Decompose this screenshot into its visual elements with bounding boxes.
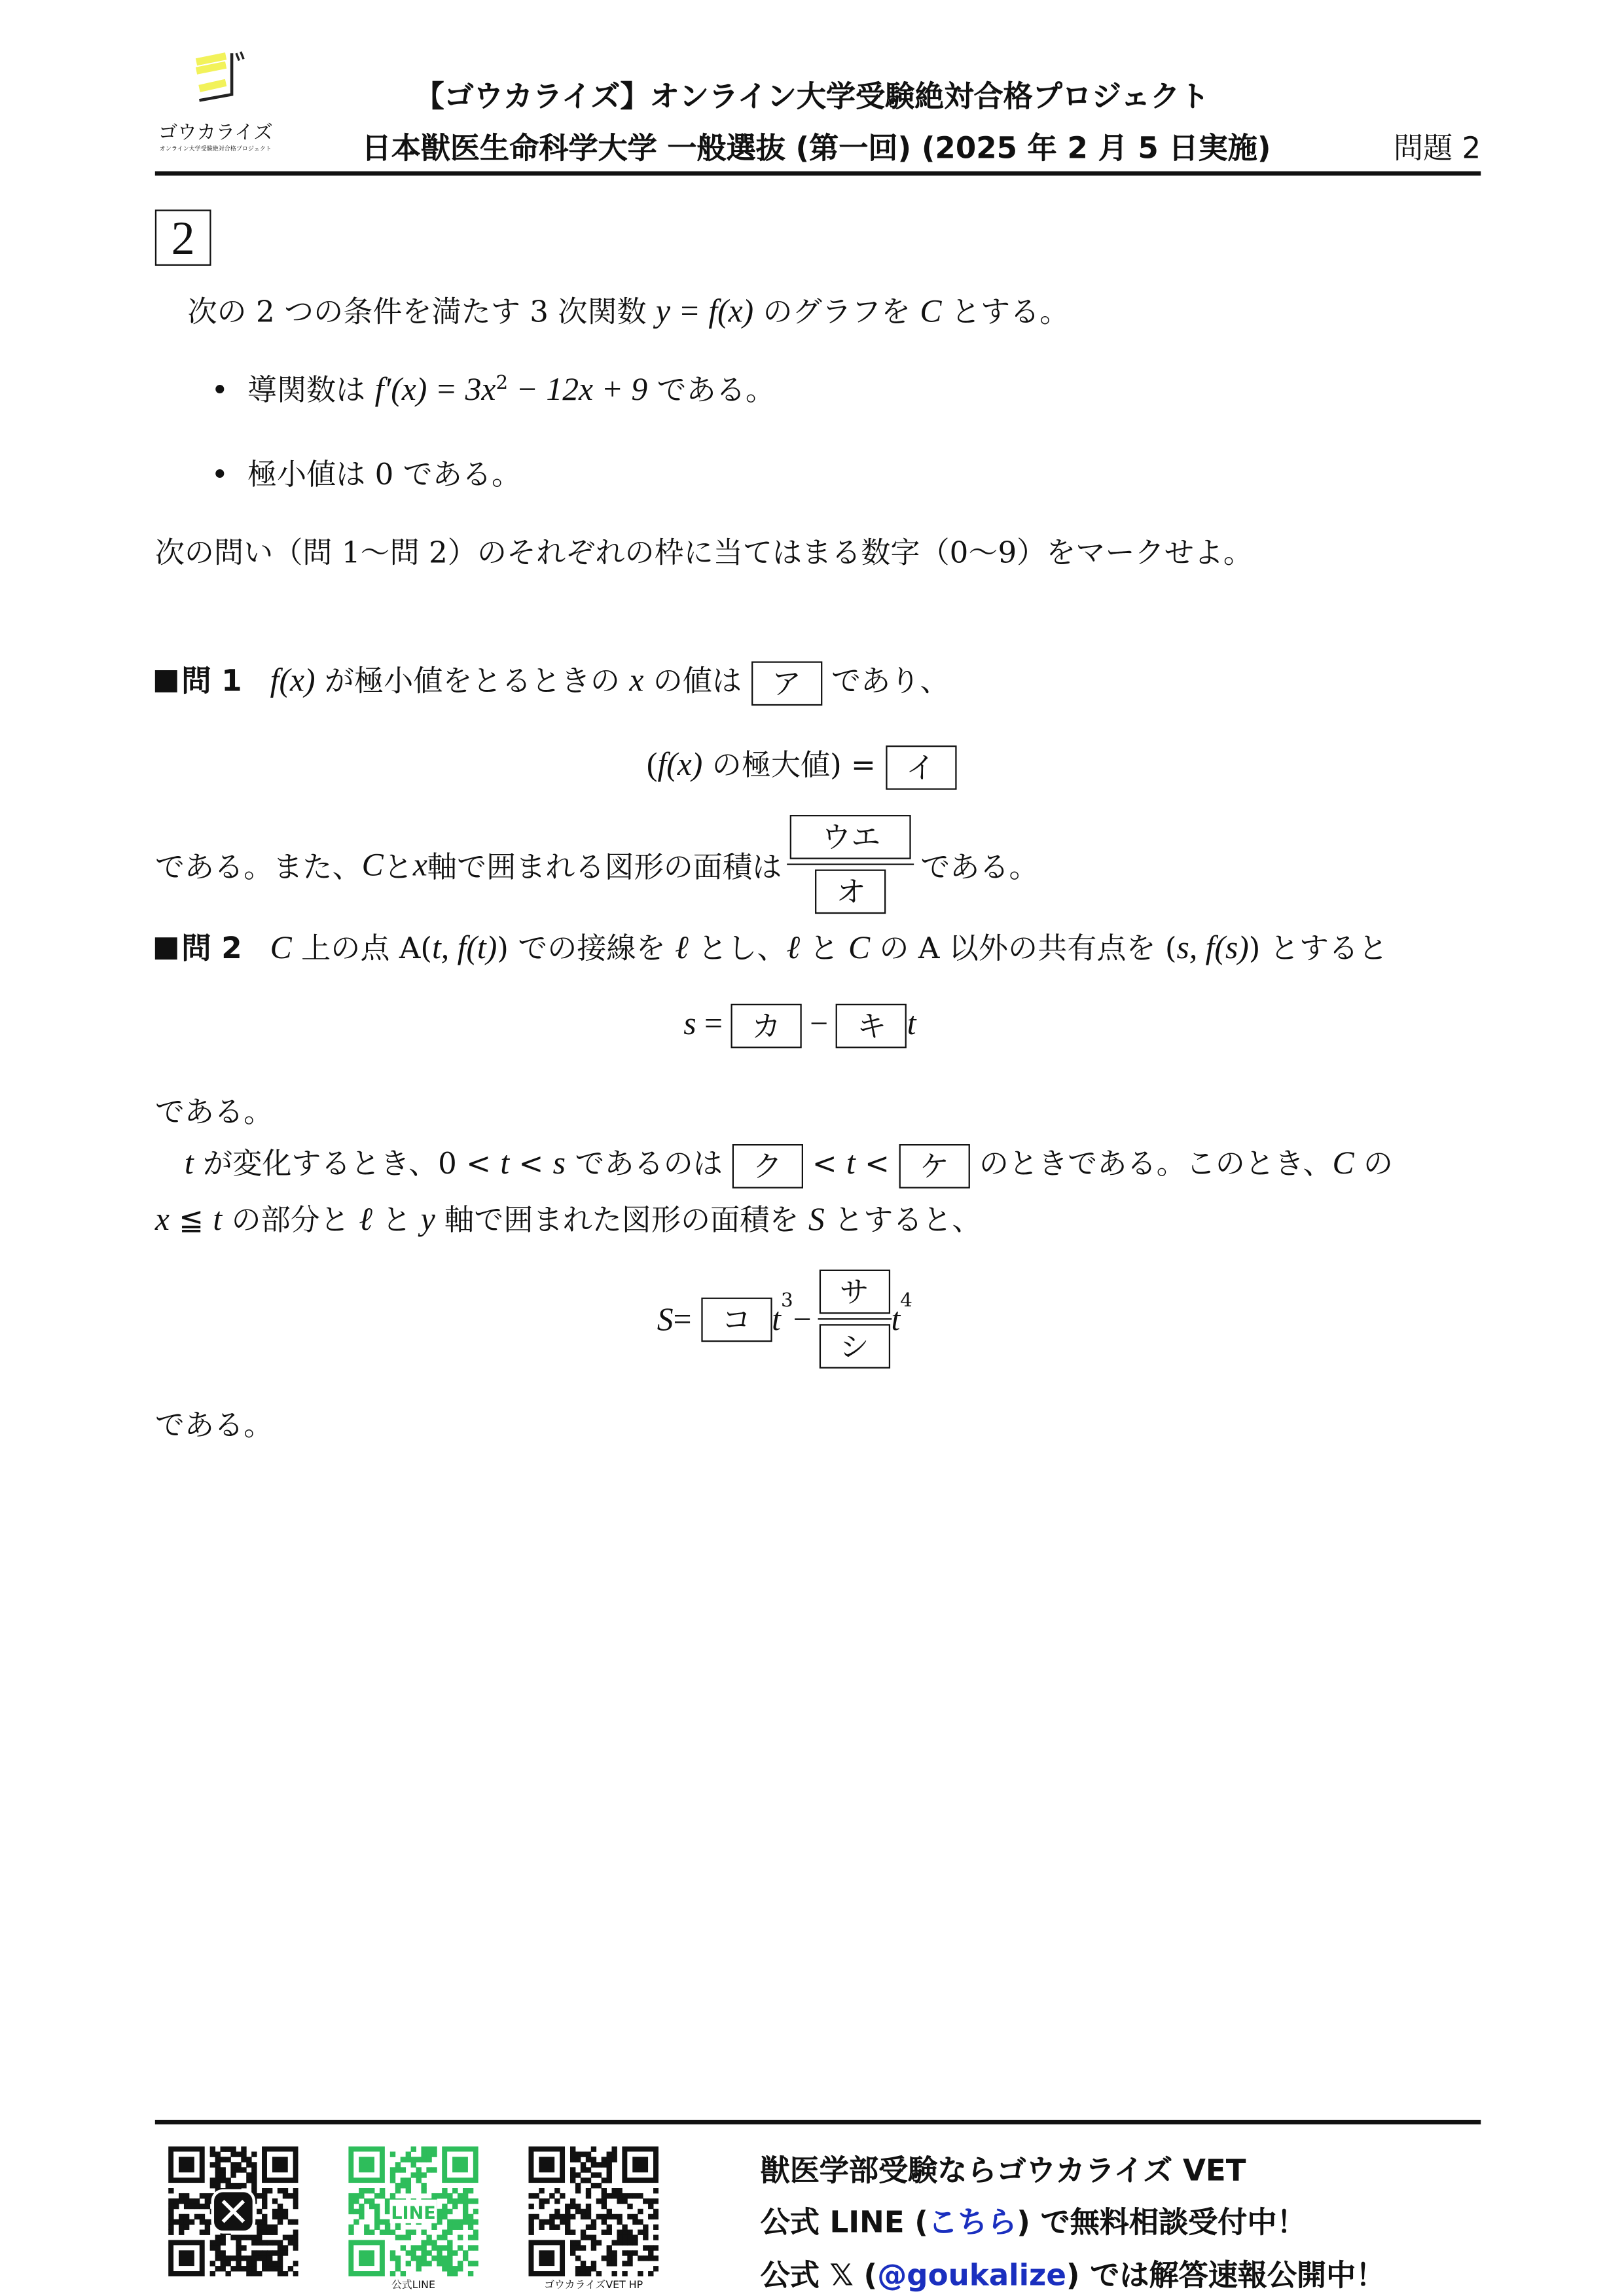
problem-number-box bbox=[155, 209, 211, 266]
q1-line1 bbox=[155, 657, 950, 705]
text: 上の点 A( bbox=[291, 929, 433, 966]
exponent: 2 bbox=[496, 372, 509, 395]
text: ) とすると bbox=[1248, 929, 1388, 966]
q2-para-line2 bbox=[155, 1196, 982, 1238]
problem-number: 2 bbox=[171, 211, 195, 264]
math: f(x) bbox=[270, 661, 316, 698]
answer-box-sa: サ bbox=[819, 1270, 890, 1314]
text: ≦ bbox=[169, 1201, 213, 1238]
text: − bbox=[793, 1299, 812, 1337]
q2-s-equation bbox=[683, 1004, 916, 1049]
x-qr-code[interactable] bbox=[168, 2146, 298, 2276]
q2-S-equation bbox=[657, 1270, 912, 1369]
line-logo-icon bbox=[389, 2200, 437, 2223]
text: である。 bbox=[647, 372, 775, 408]
text: が極小値をとるときの bbox=[315, 662, 630, 698]
qr-caption-line: 公式LINE bbox=[391, 2279, 435, 2291]
fraction bbox=[818, 1270, 892, 1369]
math: S bbox=[808, 1200, 825, 1238]
math: x bbox=[154, 1200, 170, 1238]
then-text: である。 bbox=[154, 1094, 274, 1130]
text: と bbox=[383, 848, 413, 885]
math: C bbox=[361, 845, 384, 882]
text: であり、 bbox=[821, 662, 950, 698]
text: ( bbox=[646, 745, 658, 783]
math: y bbox=[420, 1200, 435, 1238]
text: が変化するとき、0 < bbox=[203, 1145, 501, 1181]
text: < bbox=[855, 1145, 899, 1181]
math: C bbox=[848, 928, 871, 966]
text: 軸で囲まれる図形の面積は bbox=[427, 848, 782, 885]
text: 導関数は bbox=[247, 372, 375, 408]
logo-subtext: オンライン大学受験絶対合格プロジェクト bbox=[159, 145, 272, 152]
math: t, f(t) bbox=[432, 928, 497, 966]
math: y = f(x) bbox=[656, 292, 754, 329]
text: の値は bbox=[643, 662, 751, 698]
footer-line1: 獣医学部受験ならゴウカライズ VET bbox=[760, 2152, 1246, 2188]
text: とする。 bbox=[941, 293, 1070, 329]
answer-box-ka: カ bbox=[731, 1004, 801, 1049]
line-link[interactable]: こちら bbox=[928, 2204, 1017, 2240]
math: t bbox=[184, 1144, 194, 1181]
math: t bbox=[500, 1144, 510, 1181]
text: 公式 LINE ( bbox=[760, 2204, 928, 2240]
footer-rule bbox=[155, 2120, 1481, 2125]
text: = bbox=[696, 1004, 731, 1042]
math: f′(x) = 3x bbox=[374, 370, 496, 408]
text: の A 以外の共有点を ( bbox=[870, 929, 1177, 966]
x-account-link[interactable]: @goukalize bbox=[877, 2257, 1066, 2293]
bullet-2: • 極小値は 0 である。 bbox=[211, 456, 522, 492]
text: − bbox=[801, 1004, 837, 1042]
text: 軸で囲まれた図形の面積を bbox=[435, 1201, 808, 1238]
q1-line3 bbox=[155, 815, 1039, 914]
answer-box-ku: ク bbox=[732, 1143, 803, 1188]
math: x bbox=[412, 845, 427, 882]
text: ) では解答速報公開中！ bbox=[1066, 2257, 1386, 2293]
intro bbox=[187, 288, 1069, 331]
problem-label: 問題 2 bbox=[1393, 130, 1481, 166]
end-text: である。 bbox=[154, 1407, 274, 1443]
text: と bbox=[372, 1201, 421, 1238]
math: t bbox=[907, 1004, 916, 1042]
math: t bbox=[891, 1299, 901, 1337]
math: t bbox=[213, 1200, 223, 1238]
text: ) で無料相談受付中！ bbox=[1017, 2204, 1307, 2240]
header-title: 【ゴウカライズ】オンライン大学受験絶対合格プロジェクト bbox=[414, 78, 1210, 114]
math: C bbox=[270, 928, 292, 966]
math: t bbox=[772, 1299, 781, 1337]
exponent: 4 bbox=[900, 1290, 912, 1313]
answer-box-ke: ケ bbox=[899, 1143, 969, 1188]
q2-label: 問 2 bbox=[181, 929, 242, 966]
text: である。 bbox=[920, 848, 1039, 885]
answer-box-i: イ bbox=[885, 745, 956, 789]
text: のときである。このとき、 bbox=[969, 1145, 1333, 1181]
svg-text:LINE: LINE bbox=[391, 2203, 436, 2224]
math: f(x) bbox=[657, 745, 703, 783]
text: の bbox=[1354, 1145, 1394, 1181]
text: である。また、 bbox=[154, 848, 362, 885]
square-icon bbox=[155, 670, 177, 692]
text: とし、 bbox=[688, 929, 787, 966]
math: s bbox=[552, 1144, 566, 1181]
logo-text: ゴウカライズ bbox=[158, 122, 273, 145]
text: < bbox=[509, 1145, 553, 1181]
math: ℓ bbox=[786, 928, 801, 966]
math: ℓ bbox=[675, 928, 689, 966]
math: ℓ bbox=[359, 1200, 372, 1238]
text: ) での接線を bbox=[497, 929, 676, 966]
text: であるのは bbox=[565, 1145, 732, 1181]
q2-line1 bbox=[155, 924, 1388, 967]
bullet-1: • 導関数は $f'(x) = 3x^2 - 12x + 9$ である。 bbox=[211, 370, 775, 408]
footer-line2 bbox=[761, 2198, 1307, 2240]
instruction: 次の問い（問 1〜問 2）のそれぞれの枠に当てはまる数字（0〜9）をマークせよ。 bbox=[154, 534, 1254, 570]
hp-qr-code[interactable] bbox=[528, 2146, 658, 2276]
answer-box-ko: コ bbox=[701, 1297, 772, 1341]
fraction bbox=[787, 815, 914, 914]
text: < bbox=[803, 1145, 847, 1181]
q1-line2 bbox=[647, 741, 956, 789]
text: のグラフを bbox=[753, 293, 920, 329]
text: の極大値) = bbox=[702, 747, 886, 783]
header-subtitle: 日本獣医生命科学大学 一般選抜 (第一回) (2025 年 2 月 5 日実施) bbox=[361, 130, 1271, 166]
text: 次の 2 つの条件を満たす 3 次関数 bbox=[187, 293, 657, 329]
answer-box-shi: シ bbox=[819, 1324, 890, 1369]
math: s, f(s) bbox=[1176, 928, 1249, 966]
square-icon bbox=[155, 937, 177, 960]
answer-box-ki: キ bbox=[837, 1004, 907, 1049]
text: = bbox=[673, 1299, 692, 1337]
qr-caption-hp: ゴウカライズVET HP bbox=[544, 2279, 643, 2291]
math: S bbox=[657, 1299, 674, 1337]
q1-label: 問 1 bbox=[181, 662, 242, 698]
text: と bbox=[800, 929, 848, 966]
math: s bbox=[683, 1004, 696, 1042]
q2-para-line1 bbox=[185, 1139, 1393, 1187]
answer-box-o: オ bbox=[816, 869, 886, 914]
math: C bbox=[1332, 1144, 1354, 1181]
answer-box-a: ア bbox=[751, 660, 821, 705]
x-logo-icon bbox=[213, 2191, 254, 2232]
math: − 12x + 9 bbox=[508, 370, 648, 408]
footer-line3 bbox=[761, 2251, 1386, 2294]
text: とすると、 bbox=[824, 1201, 982, 1238]
text: の部分と bbox=[222, 1201, 359, 1238]
text: 極小値は 0 である。 bbox=[247, 456, 522, 492]
math: C bbox=[920, 292, 942, 329]
math: x bbox=[629, 661, 644, 698]
math: t bbox=[846, 1144, 856, 1181]
header-rule bbox=[155, 171, 1481, 176]
exponent: 3 bbox=[780, 1290, 793, 1313]
line-qr-code[interactable] bbox=[348, 2146, 478, 2276]
answer-box-ue: ウエ bbox=[791, 815, 912, 859]
text: 公式 𝕏 ( bbox=[760, 2257, 878, 2293]
